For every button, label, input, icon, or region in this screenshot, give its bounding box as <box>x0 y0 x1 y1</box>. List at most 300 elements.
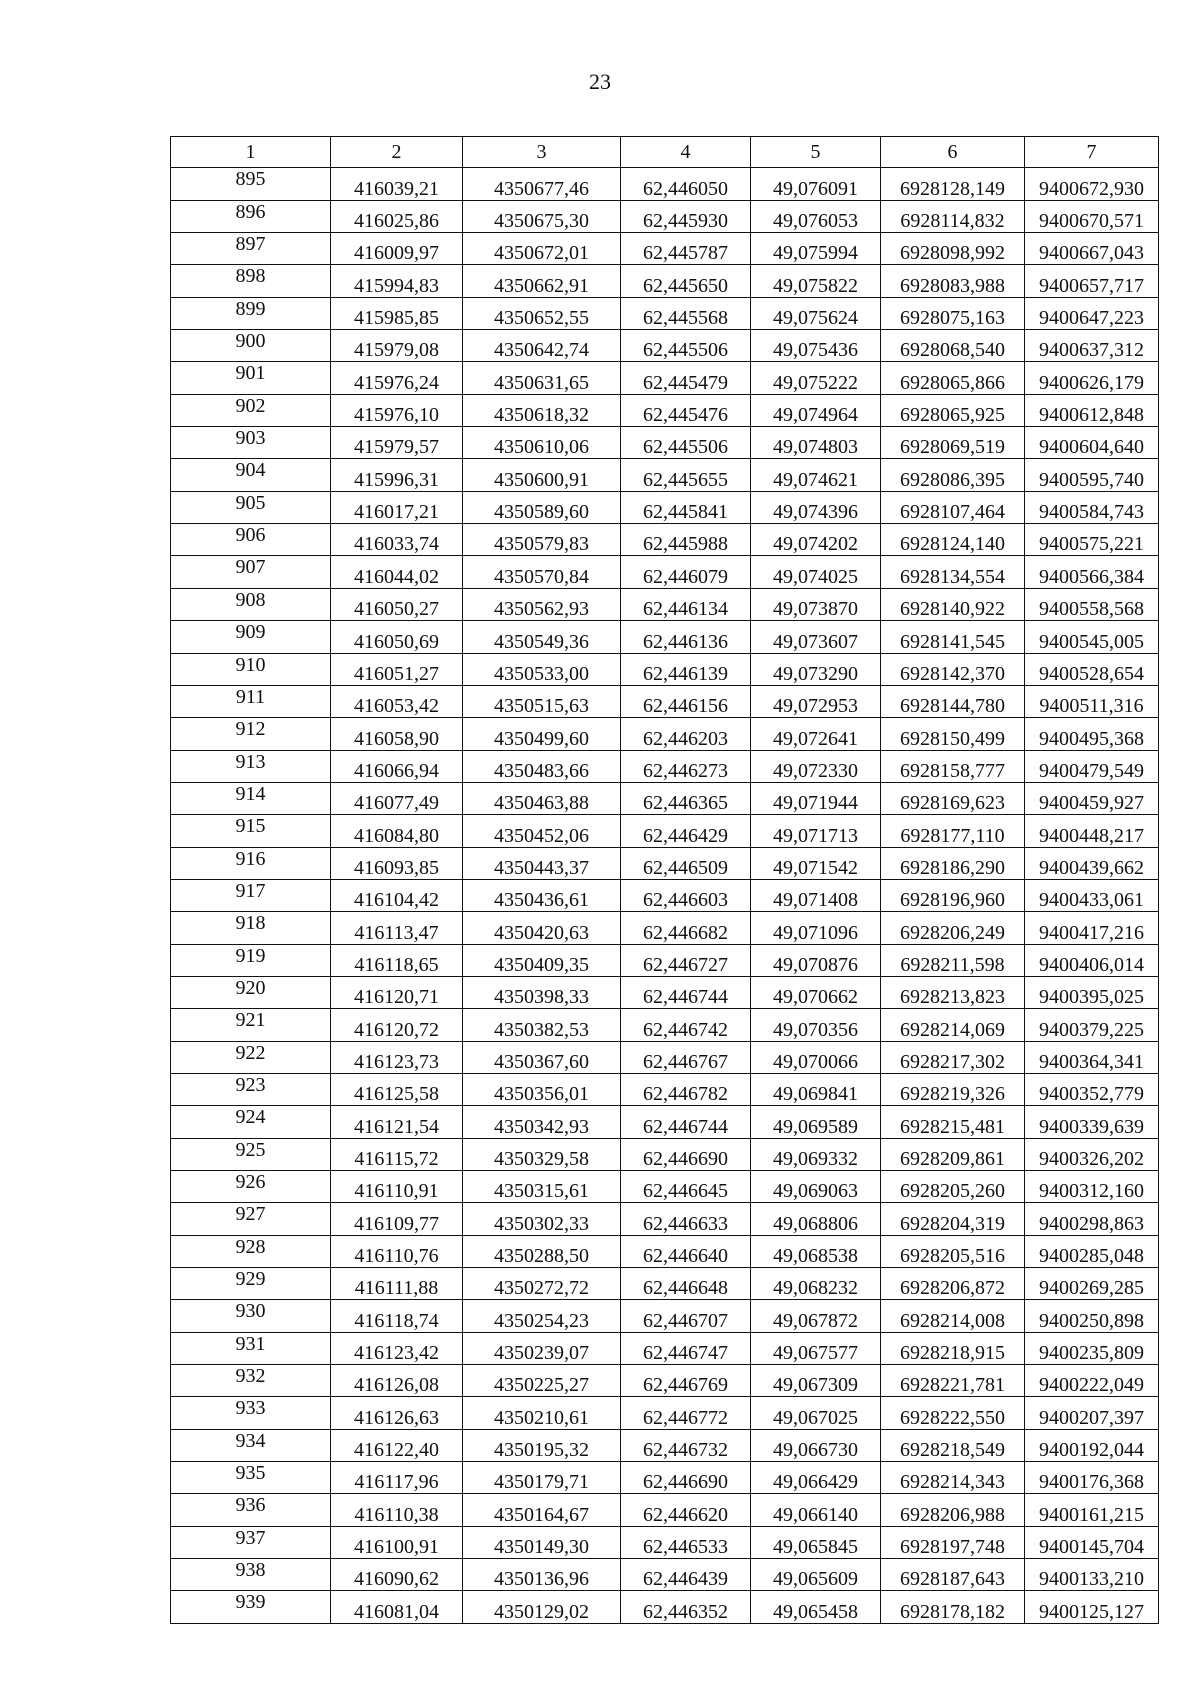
coordinate-cell: 62,445650 <box>621 265 751 297</box>
table-row <box>171 1526 1159 1558</box>
coordinate-cell: 4350129,02 <box>463 1591 621 1623</box>
table-row <box>171 265 1159 297</box>
coordinate-cell: 416058,90 <box>331 718 463 750</box>
coordinate-cell: 9400125,127 <box>1025 1591 1159 1623</box>
coordinate-cell: 49,066429 <box>751 1462 881 1494</box>
point-number-cell: 939 <box>171 1591 331 1623</box>
point-number-cell: 931 <box>171 1332 331 1364</box>
coordinate-cell: 416090,62 <box>331 1559 463 1591</box>
coordinate-cell: 9400511,316 <box>1025 685 1159 717</box>
coordinate-cell: 6928178,182 <box>881 1591 1025 1623</box>
coordinate-cell: 416111,88 <box>331 1268 463 1300</box>
column-header-6: 6 <box>881 137 1025 168</box>
coordinate-cell: 6928217,302 <box>881 1041 1025 1073</box>
coordinate-cell: 6928144,780 <box>881 685 1025 717</box>
coordinate-cell: 49,074025 <box>751 556 881 588</box>
coordinate-cell: 49,074803 <box>751 427 881 459</box>
coordinate-cell: 9400379,225 <box>1025 1009 1159 1041</box>
coordinate-cell: 416109,77 <box>331 1203 463 1235</box>
coordinate-cell: 6928218,549 <box>881 1429 1025 1461</box>
point-number-cell: 918 <box>171 912 331 944</box>
table-row <box>171 1203 1159 1235</box>
table-row <box>171 1429 1159 1461</box>
coordinate-cell: 4350436,61 <box>463 879 621 911</box>
coordinate-cell: 49,073607 <box>751 621 881 653</box>
table-body <box>171 168 1159 1623</box>
coordinate-cell: 6928177,110 <box>881 815 1025 847</box>
coordinate-cell: 415976,10 <box>331 394 463 426</box>
coordinate-cell: 62,446273 <box>621 750 751 782</box>
coordinate-cell: 9400395,025 <box>1025 976 1159 1008</box>
coordinate-cell: 62,446533 <box>621 1526 751 1558</box>
coordinate-cell: 4350302,33 <box>463 1203 621 1235</box>
table-row <box>171 1365 1159 1397</box>
point-number-cell: 930 <box>171 1300 331 1332</box>
table-row <box>171 1041 1159 1073</box>
point-number-cell: 913 <box>171 750 331 782</box>
coordinate-cell: 4350239,07 <box>463 1332 621 1364</box>
table-row <box>171 718 1159 750</box>
coordinate-cell: 49,069589 <box>751 1106 881 1138</box>
coordinate-cell: 49,065845 <box>751 1526 881 1558</box>
point-number-cell: 903 <box>171 427 331 459</box>
coordinate-cell: 49,076091 <box>751 168 881 200</box>
coordinate-cell: 49,065458 <box>751 1591 881 1623</box>
point-number-cell: 911 <box>171 685 331 717</box>
coordinate-cell: 4350662,91 <box>463 265 621 297</box>
table-row <box>171 1397 1159 1429</box>
coordinate-cell: 49,070356 <box>751 1009 881 1041</box>
coordinate-cell: 9400192,044 <box>1025 1429 1159 1461</box>
coordinate-cell: 4350420,63 <box>463 912 621 944</box>
header-row <box>171 137 1159 168</box>
table-row <box>171 1106 1159 1138</box>
coordinate-cell: 9400235,809 <box>1025 1332 1159 1364</box>
column-header-5: 5 <box>751 137 881 168</box>
coordinate-cell: 9400448,217 <box>1025 815 1159 847</box>
table-row <box>171 1171 1159 1203</box>
coordinate-cell: 416113,47 <box>331 912 463 944</box>
coordinate-cell: 9400298,863 <box>1025 1203 1159 1235</box>
coordinate-cell: 49,071944 <box>751 782 881 814</box>
table-row <box>171 1559 1159 1591</box>
table-row <box>171 168 1159 200</box>
coordinate-cell: 416017,21 <box>331 491 463 523</box>
page-number: 23 <box>589 69 611 94</box>
coordinate-cell: 4350618,32 <box>463 394 621 426</box>
point-number-cell: 895 <box>171 168 331 200</box>
coordinate-cell: 4350579,83 <box>463 524 621 556</box>
coordinate-cell: 62,446640 <box>621 1235 751 1267</box>
coordinate-cell: 6928169,623 <box>881 782 1025 814</box>
coordinate-cell: 6928196,960 <box>881 879 1025 911</box>
coordinate-cell: 9400528,654 <box>1025 653 1159 685</box>
coordinate-cell: 9400176,368 <box>1025 1462 1159 1494</box>
coordinate-cell: 9400595,740 <box>1025 459 1159 491</box>
coordinate-cell: 49,073290 <box>751 653 881 685</box>
table-row <box>171 330 1159 362</box>
coordinate-cell: 416120,72 <box>331 1009 463 1041</box>
coordinate-cell: 6928065,925 <box>881 394 1025 426</box>
point-number-cell: 929 <box>171 1268 331 1300</box>
table-row <box>171 1138 1159 1170</box>
coordinate-cell: 9400439,662 <box>1025 847 1159 879</box>
point-number-cell: 897 <box>171 233 331 265</box>
coordinate-cell: 62,446509 <box>621 847 751 879</box>
column-header-3: 3 <box>463 137 621 168</box>
coordinate-cell: 9400672,930 <box>1025 168 1159 200</box>
coordinate-cell: 62,445568 <box>621 297 751 329</box>
coordinate-cell: 416081,04 <box>331 1591 463 1623</box>
table-row <box>171 1300 1159 1332</box>
coordinate-cell: 416050,69 <box>331 621 463 653</box>
table-row <box>171 1235 1159 1267</box>
point-number-cell: 934 <box>171 1429 331 1461</box>
coordinate-cell: 4350672,01 <box>463 233 621 265</box>
coordinate-cell: 9400670,571 <box>1025 200 1159 232</box>
coordinate-cell: 49,075822 <box>751 265 881 297</box>
coordinate-cell: 9400604,640 <box>1025 427 1159 459</box>
coordinate-cell: 6928141,545 <box>881 621 1025 653</box>
point-number-cell: 898 <box>171 265 331 297</box>
point-number-cell: 928 <box>171 1235 331 1267</box>
table-row <box>171 750 1159 782</box>
coordinate-cell: 9400326,202 <box>1025 1138 1159 1170</box>
coordinate-cell: 416066,94 <box>331 750 463 782</box>
coordinate-cell: 62,446633 <box>621 1203 751 1235</box>
point-number-cell: 932 <box>171 1365 331 1397</box>
coordinate-cell: 6928206,249 <box>881 912 1025 944</box>
point-number-cell: 907 <box>171 556 331 588</box>
table-row <box>171 621 1159 653</box>
coordinate-cell: 4350195,32 <box>463 1429 621 1461</box>
coordinate-cell: 49,068538 <box>751 1235 881 1267</box>
coordinate-cell: 9400558,568 <box>1025 588 1159 620</box>
coordinate-cell: 4350610,06 <box>463 427 621 459</box>
coordinate-cell: 9400406,014 <box>1025 944 1159 976</box>
point-number-cell: 938 <box>171 1559 331 1591</box>
coordinate-cell: 4350329,58 <box>463 1138 621 1170</box>
table-row <box>171 1268 1159 1300</box>
table-row <box>171 1591 1159 1623</box>
coordinate-cell: 62,446603 <box>621 879 751 911</box>
coordinate-cell: 9400545,005 <box>1025 621 1159 653</box>
table-row <box>171 491 1159 523</box>
coordinate-cell: 6928142,370 <box>881 653 1025 685</box>
coordinate-cell: 416039,21 <box>331 168 463 200</box>
point-number-cell: 900 <box>171 330 331 362</box>
coordinate-cell: 49,075624 <box>751 297 881 329</box>
coordinate-cell: 62,446136 <box>621 621 751 653</box>
coordinate-cell: 62,446772 <box>621 1397 751 1429</box>
coordinate-cell: 4350254,23 <box>463 1300 621 1332</box>
coordinate-cell: 6928213,823 <box>881 976 1025 1008</box>
coordinate-cell: 4350515,63 <box>463 685 621 717</box>
coordinate-cell: 416117,96 <box>331 1462 463 1494</box>
table-header <box>171 137 1159 168</box>
coordinate-cell: 62,446747 <box>621 1332 751 1364</box>
point-number-cell: 902 <box>171 394 331 426</box>
coordinate-cell: 62,446620 <box>621 1494 751 1526</box>
coordinate-cell: 62,446139 <box>621 653 751 685</box>
table-row <box>171 1009 1159 1041</box>
coordinate-cell: 6928206,872 <box>881 1268 1025 1300</box>
coordinate-cell: 416025,86 <box>331 200 463 232</box>
coordinate-cell: 62,446690 <box>621 1462 751 1494</box>
coordinate-cell: 415976,24 <box>331 362 463 394</box>
point-number-cell: 933 <box>171 1397 331 1429</box>
coordinate-cell: 4350570,84 <box>463 556 621 588</box>
coordinate-cell: 416123,42 <box>331 1332 463 1364</box>
point-number-cell: 925 <box>171 1138 331 1170</box>
point-number-cell: 927 <box>171 1203 331 1235</box>
point-number-cell: 901 <box>171 362 331 394</box>
table-row <box>171 394 1159 426</box>
coordinate-cell: 62,446682 <box>621 912 751 944</box>
coordinate-cell: 4350631,65 <box>463 362 621 394</box>
coordinate-cell: 62,445476 <box>621 394 751 426</box>
table-row <box>171 297 1159 329</box>
coordinate-cell: 9400657,717 <box>1025 265 1159 297</box>
coordinate-cell: 49,071096 <box>751 912 881 944</box>
coordinate-cell: 9400312,160 <box>1025 1171 1159 1203</box>
point-number-cell: 919 <box>171 944 331 976</box>
coordinate-cell: 415979,08 <box>331 330 463 362</box>
coordinate-cell: 62,446744 <box>621 1106 751 1138</box>
coordinate-cell: 4350600,91 <box>463 459 621 491</box>
coordinate-cell: 49,070662 <box>751 976 881 1008</box>
coordinate-cell: 49,067577 <box>751 1332 881 1364</box>
point-number-cell: 909 <box>171 621 331 653</box>
point-number-cell: 915 <box>171 815 331 847</box>
coordinate-cell: 4350315,61 <box>463 1171 621 1203</box>
coordinate-cell: 6928214,069 <box>881 1009 1025 1041</box>
table-row <box>171 782 1159 814</box>
coordinate-cell: 6928083,988 <box>881 265 1025 297</box>
coordinate-cell: 415979,57 <box>331 427 463 459</box>
coordinate-cell: 4350164,67 <box>463 1494 621 1526</box>
table-row <box>171 459 1159 491</box>
point-number-cell: 908 <box>171 588 331 620</box>
coordinate-cell: 49,069063 <box>751 1171 881 1203</box>
coordinate-cell: 416044,02 <box>331 556 463 588</box>
coordinate-cell: 49,072641 <box>751 718 881 750</box>
coordinate-cell: 62,446365 <box>621 782 751 814</box>
coordinate-cell: 4350210,61 <box>463 1397 621 1429</box>
point-number-cell: 926 <box>171 1171 331 1203</box>
point-number-cell: 904 <box>171 459 331 491</box>
coordinate-cell: 6928218,915 <box>881 1332 1025 1364</box>
coordinate-cell: 49,067872 <box>751 1300 881 1332</box>
column-header-1: 1 <box>171 137 331 168</box>
coordinate-cell: 9400647,223 <box>1025 297 1159 329</box>
coordinate-cell: 62,446767 <box>621 1041 751 1073</box>
coordinate-cell: 62,446727 <box>621 944 751 976</box>
coordinate-cell: 6928204,319 <box>881 1203 1025 1235</box>
table-row <box>171 427 1159 459</box>
point-number-cell: 936 <box>171 1494 331 1526</box>
coordinate-cell: 4350409,35 <box>463 944 621 976</box>
coordinate-cell: 49,073870 <box>751 588 881 620</box>
coordinate-cell: 9400584,743 <box>1025 491 1159 523</box>
coordinate-cell: 62,445506 <box>621 330 751 362</box>
table-row <box>171 588 1159 620</box>
coordinate-cell: 416009,97 <box>331 233 463 265</box>
table-row <box>171 233 1159 265</box>
coordinate-cell: 4350367,60 <box>463 1041 621 1073</box>
table-row <box>171 1462 1159 1494</box>
coordinate-cell: 4350677,46 <box>463 168 621 200</box>
coordinate-cell: 49,074396 <box>751 491 881 523</box>
coordinate-cell: 62,446156 <box>621 685 751 717</box>
coordinate-cell: 9400479,549 <box>1025 750 1159 782</box>
coordinate-cell: 4350589,60 <box>463 491 621 523</box>
point-number-cell: 937 <box>171 1526 331 1558</box>
point-number-cell: 906 <box>171 524 331 556</box>
coordinate-cell: 9400133,210 <box>1025 1559 1159 1591</box>
coordinate-cell: 4350136,96 <box>463 1559 621 1591</box>
coordinate-cell: 6928065,866 <box>881 362 1025 394</box>
point-number-cell: 917 <box>171 879 331 911</box>
coordinate-cell: 6928214,008 <box>881 1300 1025 1332</box>
coordinate-cell: 9400352,779 <box>1025 1073 1159 1105</box>
coordinate-cell: 4350483,66 <box>463 750 621 782</box>
point-number-cell: 923 <box>171 1073 331 1105</box>
coordinate-cell: 62,445479 <box>621 362 751 394</box>
coordinate-cell: 9400250,898 <box>1025 1300 1159 1332</box>
coordinate-cell: 9400566,384 <box>1025 556 1159 588</box>
point-number-cell: 921 <box>171 1009 331 1041</box>
coordinate-cell: 415994,83 <box>331 265 463 297</box>
coordinate-cell: 49,071713 <box>751 815 881 847</box>
coordinate-cell: 416120,71 <box>331 976 463 1008</box>
coordinate-cell: 416033,74 <box>331 524 463 556</box>
coordinate-cell: 62,446645 <box>621 1171 751 1203</box>
coordinate-cell: 62,446203 <box>621 718 751 750</box>
table-row <box>171 200 1159 232</box>
point-number-cell: 916 <box>171 847 331 879</box>
coordinate-cell: 9400459,927 <box>1025 782 1159 814</box>
coordinate-cell: 49,072330 <box>751 750 881 782</box>
coordinate-cell: 416126,08 <box>331 1365 463 1397</box>
coordinate-cell: 9400285,048 <box>1025 1235 1159 1267</box>
coordinate-cell: 49,069332 <box>751 1138 881 1170</box>
coordinate-cell: 49,075436 <box>751 330 881 362</box>
coordinate-cell: 416118,74 <box>331 1300 463 1332</box>
table-row <box>171 847 1159 879</box>
table-row <box>171 556 1159 588</box>
coordinate-cell: 416077,49 <box>331 782 463 814</box>
coordinate-cell: 9400433,061 <box>1025 879 1159 911</box>
coordinate-cell: 416100,91 <box>331 1526 463 1558</box>
point-number-cell: 912 <box>171 718 331 750</box>
coordinate-cell: 4350382,53 <box>463 1009 621 1041</box>
table-row <box>171 912 1159 944</box>
coordinate-cell: 6928140,922 <box>881 588 1025 620</box>
coordinate-cell: 416104,42 <box>331 879 463 911</box>
coordinate-cell: 62,445787 <box>621 233 751 265</box>
coordinate-cell: 416123,73 <box>331 1041 463 1073</box>
coordinate-cell: 4350342,93 <box>463 1106 621 1138</box>
coordinate-cell: 9400575,221 <box>1025 524 1159 556</box>
coordinate-cell: 62,446707 <box>621 1300 751 1332</box>
coordinate-cell: 49,070876 <box>751 944 881 976</box>
coordinate-cell: 62,445506 <box>621 427 751 459</box>
coordinate-cell: 6928128,149 <box>881 168 1025 200</box>
coordinate-cell: 49,074621 <box>751 459 881 491</box>
coordinate-cell: 4350452,06 <box>463 815 621 847</box>
coordinate-cell: 4350272,72 <box>463 1268 621 1300</box>
coordinate-cell: 9400626,179 <box>1025 362 1159 394</box>
coordinate-cell: 6928150,499 <box>881 718 1025 750</box>
coordinate-cell: 6928205,260 <box>881 1171 1025 1203</box>
coordinate-cell: 49,071542 <box>751 847 881 879</box>
coordinate-cell: 6928197,748 <box>881 1526 1025 1558</box>
coordinate-cell: 4350499,60 <box>463 718 621 750</box>
coordinate-cell: 6928069,519 <box>881 427 1025 459</box>
coordinate-cell: 49,071408 <box>751 879 881 911</box>
coordinate-cell: 4350356,01 <box>463 1073 621 1105</box>
coordinate-cell: 416122,40 <box>331 1429 463 1461</box>
coordinate-cell: 49,076053 <box>751 200 881 232</box>
table-row <box>171 815 1159 847</box>
coordinate-cell: 9400417,216 <box>1025 912 1159 944</box>
coordinate-cell: 9400269,285 <box>1025 1268 1159 1300</box>
coordinate-cell: 4350562,93 <box>463 588 621 620</box>
coordinate-cell: 4350642,74 <box>463 330 621 362</box>
coordinate-cell: 4350443,37 <box>463 847 621 879</box>
coordinate-cell: 6928086,395 <box>881 459 1025 491</box>
coordinate-cell: 9400637,312 <box>1025 330 1159 362</box>
coordinate-cell: 62,446732 <box>621 1429 751 1461</box>
coordinate-cell: 9400612,848 <box>1025 394 1159 426</box>
point-number-cell: 922 <box>171 1041 331 1073</box>
point-number-cell: 935 <box>171 1462 331 1494</box>
coordinate-cell: 416084,80 <box>331 815 463 847</box>
coordinate-cell: 6928114,832 <box>881 200 1025 232</box>
table-row <box>171 944 1159 976</box>
coordinate-cell: 62,446648 <box>621 1268 751 1300</box>
table-row <box>171 1073 1159 1105</box>
coordinate-cell: 62,446769 <box>621 1365 751 1397</box>
coordinate-cell: 9400207,397 <box>1025 1397 1159 1429</box>
coordinate-cell: 416118,65 <box>331 944 463 976</box>
coordinate-cell: 9400364,341 <box>1025 1041 1159 1073</box>
point-number-cell: 920 <box>171 976 331 1008</box>
coordinate-cell: 416115,72 <box>331 1138 463 1170</box>
coordinate-cell: 6928205,516 <box>881 1235 1025 1267</box>
coordinate-cell: 6928075,163 <box>881 297 1025 329</box>
coordinate-cell: 9400161,215 <box>1025 1494 1159 1526</box>
coordinate-cell: 49,074964 <box>751 394 881 426</box>
coordinate-cell: 415996,31 <box>331 459 463 491</box>
coordinate-cell: 49,069841 <box>751 1073 881 1105</box>
point-number-cell: 924 <box>171 1106 331 1138</box>
point-number-cell: 896 <box>171 200 331 232</box>
coordinate-cell: 62,446079 <box>621 556 751 588</box>
coordinate-cell: 6928214,343 <box>881 1462 1025 1494</box>
coordinate-cell: 49,067309 <box>751 1365 881 1397</box>
coordinate-cell: 49,068806 <box>751 1203 881 1235</box>
table-row <box>171 1494 1159 1526</box>
table-row <box>171 976 1159 1008</box>
coordinate-cell: 415985,85 <box>331 297 463 329</box>
coordinate-cell: 49,068232 <box>751 1268 881 1300</box>
coordinate-cell: 416110,91 <box>331 1171 463 1203</box>
coordinate-cell: 49,075994 <box>751 233 881 265</box>
coordinate-cell: 62,446050 <box>621 168 751 200</box>
table-row <box>171 685 1159 717</box>
